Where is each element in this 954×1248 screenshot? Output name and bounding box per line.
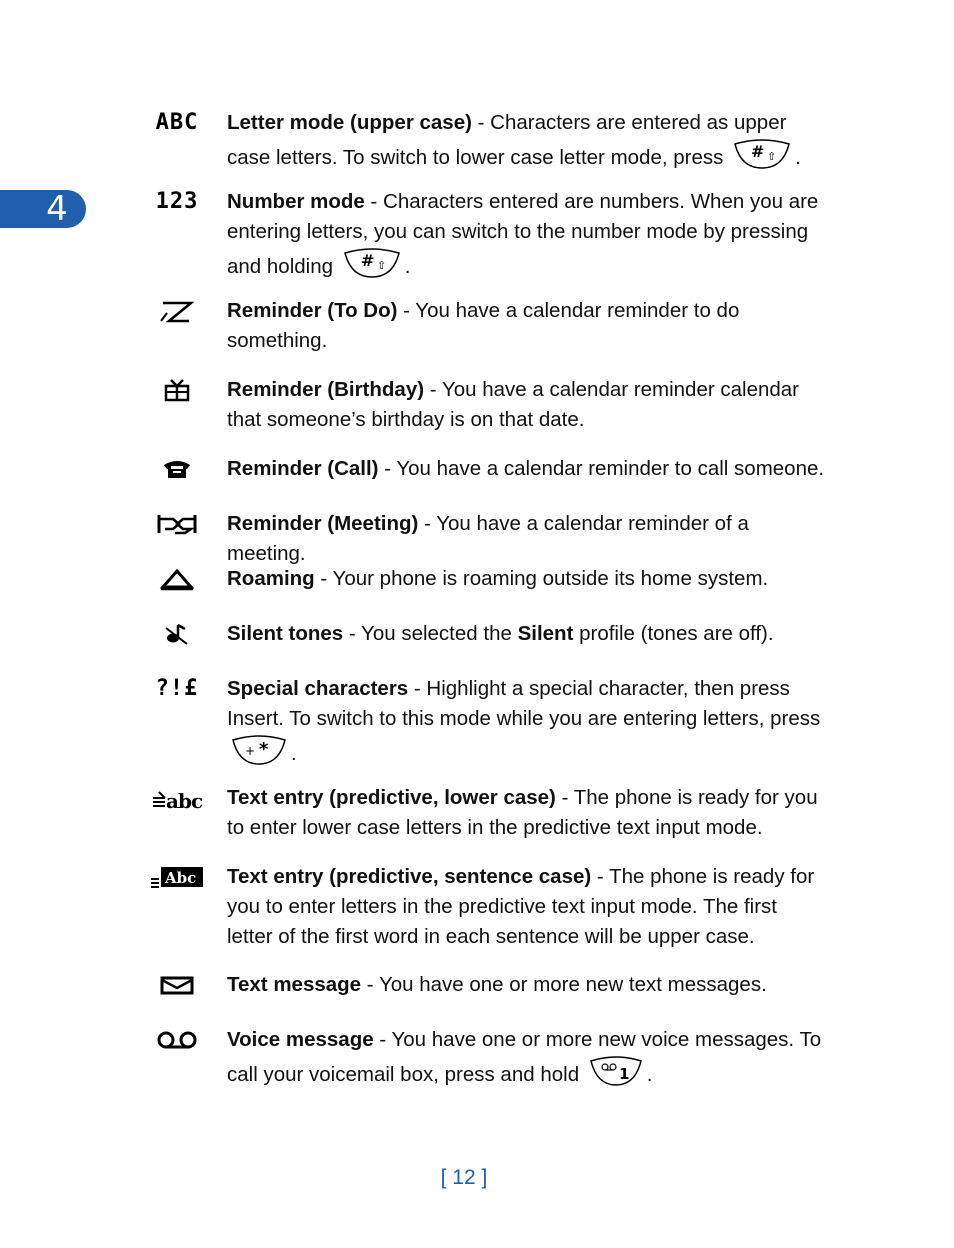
svg-text:⇧: ⇧ [376, 259, 386, 272]
entry-term: Roaming [227, 567, 315, 590]
page-number: [ 12 ] [440, 1166, 488, 1189]
entry-term: Reminder (To Do) [227, 299, 398, 322]
entry-term: Letter mode (upper case) [227, 111, 472, 134]
svg-text:#: # [751, 142, 765, 161]
entry-description: Number mode - Characters entered are numbers. When you are entering letters, you can switch to the number mode by pressing and holding # ⇧ . [227, 187, 827, 288]
entry-term: Number mode [227, 190, 365, 213]
svg-text:⇧: ⇧ [767, 150, 777, 163]
entry-term: Text message [227, 973, 362, 996]
predictive-lowercase-icon [148, 783, 206, 813]
abc-uppercase-icon: ABC [155, 110, 199, 135]
entry-description: Reminder (Meeting) - You have a calendar reminder of a meeting. [227, 512, 749, 565]
hash-key-icon [341, 247, 403, 288]
silent-tones-icon [148, 619, 206, 649]
reminder-todo-icon [148, 296, 206, 326]
entry-term: Special characters [227, 677, 409, 700]
profile-name: Silent [517, 622, 574, 645]
predictive-sentence-case-icon [148, 862, 206, 892]
reminder-meeting-icon [148, 509, 206, 539]
entry-term: Reminder (Birthday) [227, 378, 425, 401]
entry-term: Reminder (Call) [227, 457, 379, 480]
special-characters-icon: ?!£ [155, 676, 199, 701]
voice-message-icon [148, 1025, 206, 1055]
reminder-call-icon [148, 454, 206, 484]
entry-description: Text entry (predictive, lower case) - The phone is ready for you to enter lower case letters in the predictive text input mode. [227, 786, 818, 839]
hash-key-icon [731, 138, 793, 179]
entry-description: Reminder (To Do) - You have a calendar reminder to do something. [227, 299, 740, 352]
chapter-tab [0, 190, 86, 228]
text-message-icon [148, 970, 206, 1000]
entry-description: Letter mode (upper case) - Characters are entered as upper case letters. To switch to lower case letter mode, press # ⇧ . [227, 108, 827, 179]
one-key-icon [587, 1055, 645, 1096]
entry-description: Text entry (predictive, sentence case) - The phone is ready for you to enter letters in the predictive text input mode. The first letter of the first word in each sentence will be upper case. [227, 865, 815, 948]
entry-term: Silent tones [227, 622, 344, 645]
entry-description: Special characters - Highlight a special character, then press Insert. To switch to this mode while you are entering letters, press + * . [227, 674, 827, 775]
entry-description: Voice message - You have one or more new voice messages. To call your voicemail box, press and hold 1 . [227, 1025, 827, 1096]
entry-description: Roaming - Your phone is roaming outside its home system. [227, 567, 769, 590]
entry-description: Reminder (Call) - You have a calendar reminder to call someone. [227, 457, 825, 480]
reminder-birthday-icon [148, 375, 206, 405]
entry-term: Text entry (predictive, sentence case) [227, 865, 592, 888]
entry-term: Reminder (Meeting) [227, 512, 419, 535]
entry-description: Text message - You have one or more new text messages. [227, 973, 767, 996]
svg-text:*: * [259, 739, 269, 760]
entry-term: Text entry (predictive, lower case) [227, 786, 556, 809]
svg-text:+: + [245, 744, 256, 758]
chapter-number: 4 [46, 189, 68, 229]
svg-text:Abc: Abc [165, 869, 197, 887]
svg-text:abc: abc [166, 789, 203, 812]
number-mode-icon: 123 [155, 189, 199, 214]
entry-term: Voice message [227, 1028, 374, 1051]
entry-description: Silent tones - You selected the Silent profile (tones are off). [227, 622, 774, 645]
svg-text:1: 1 [618, 1065, 630, 1083]
entry-description: Reminder (Birthday) - You have a calendar reminder calendar that someone’s birthday is on that date. [227, 378, 799, 431]
svg-text:#: # [360, 251, 375, 270]
star-key-icon [229, 734, 289, 775]
roaming-icon [148, 564, 206, 594]
